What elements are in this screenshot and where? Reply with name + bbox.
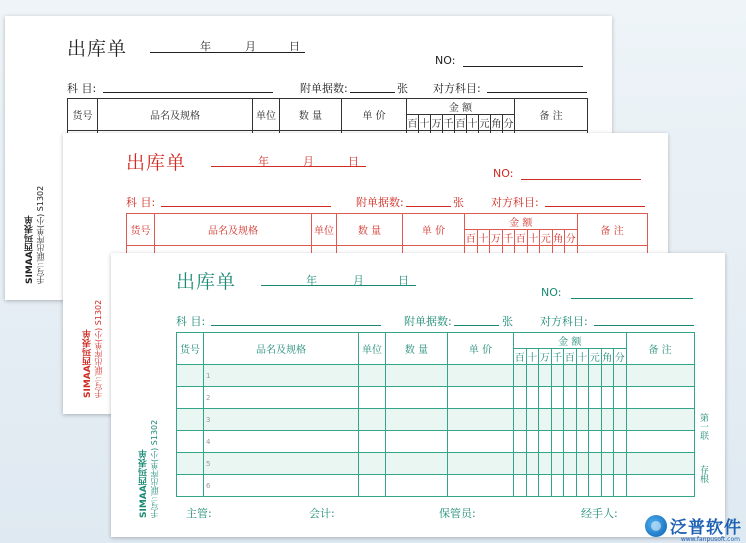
side-brand: SIMAA西玛表单: [25, 215, 35, 284]
attach-label: 附单据数:: [300, 82, 348, 95]
fanpu-logo-icon: [645, 515, 667, 537]
attach-unit: 张: [502, 315, 513, 328]
form-title: 出库单: [126, 152, 187, 174]
col-price: 单 价: [448, 333, 514, 365]
month-label: 月: [303, 155, 314, 168]
year-label: 年: [258, 155, 269, 168]
col-unit: 单位: [253, 99, 280, 131]
copy-label-stub: 存根: [698, 465, 708, 483]
table-row: 6: [177, 475, 695, 497]
side-brand: SIMAA西玛表单: [83, 329, 93, 398]
col-code: 货号: [177, 333, 204, 365]
col-name: 品名及规格: [204, 333, 359, 365]
table-row: 4: [177, 431, 695, 453]
side-desc: 手写三联出库单(小) S1302: [150, 419, 159, 518]
attach-label: 附单据数:: [356, 196, 404, 209]
subject-label: 科 目:: [126, 196, 156, 209]
col-price: 单 价: [342, 99, 407, 131]
watermark-url: www.fanpusoft.com: [680, 536, 740, 543]
amount-digits: 百 十 万 千 百 十 元 角 分: [127, 230, 648, 246]
no-label: NO:: [493, 167, 514, 180]
form-title: 出库单: [176, 271, 237, 293]
attach-unit: 张: [397, 82, 408, 95]
no-label: NO:: [435, 54, 456, 67]
side-desc: 手写三联出库单(小) S1302: [36, 185, 45, 284]
table-row: 2: [177, 387, 695, 409]
amount-digits: 百 十 万 千 百 十 元 角 分: [68, 115, 588, 131]
col-amount: 金 额: [465, 214, 578, 230]
side-brand: SIMAA西玛表单: [139, 449, 149, 518]
items-table: [176, 332, 695, 497]
day-label: 日: [348, 155, 359, 168]
col-amount: 金 额: [514, 333, 627, 349]
day-label: 日: [398, 274, 409, 287]
col-name: 品名及规格: [155, 214, 312, 246]
no-label: NO:: [541, 286, 562, 299]
copy-label: 第一联: [698, 413, 708, 440]
attach-label: 附单据数:: [404, 315, 452, 328]
watermark-logo: [645, 513, 742, 538]
footer-accountant: 会计:: [309, 507, 335, 520]
footer-supervisor: 主管:: [186, 507, 212, 520]
subject-label: 科 目:: [67, 82, 97, 95]
month-label: 月: [353, 274, 364, 287]
subject-label: 科 目:: [176, 315, 206, 328]
year-label: 年: [306, 274, 317, 287]
col-code: 货号: [68, 99, 98, 131]
table-row: 1: [177, 365, 695, 387]
footer-handler: 经手人:: [581, 507, 618, 520]
counter-label: 对方科目:: [433, 82, 481, 95]
attach-unit: 张: [453, 196, 464, 209]
col-remark: 备 注: [577, 214, 647, 246]
year-label: 年: [200, 40, 211, 53]
footer-keeper: 保管员:: [439, 507, 476, 520]
form-title: 出库单: [67, 38, 128, 60]
amount-digits: 百 十 万 千 百 十 元 角 分: [177, 349, 695, 365]
form-copy-green: [111, 253, 725, 537]
counter-label: 对方科目:: [491, 196, 539, 209]
col-amount: 金 额: [407, 99, 515, 115]
col-name: 品名及规格: [98, 99, 253, 131]
col-qty: 数 量: [386, 333, 448, 365]
col-unit: 单位: [312, 214, 337, 246]
day-label: 日: [289, 40, 300, 53]
side-desc: 手写三联出库单(小) S1302: [94, 299, 103, 398]
col-remark: 备 注: [626, 333, 694, 365]
col-qty: 数 量: [337, 214, 403, 246]
col-remark: 备 注: [515, 99, 588, 131]
col-unit: 单位: [359, 333, 386, 365]
table-row: 5: [177, 453, 695, 475]
col-code: 货号: [127, 214, 155, 246]
col-qty: 数 量: [280, 99, 342, 131]
table-row: 3: [177, 409, 695, 431]
counter-label: 对方科目:: [540, 315, 588, 328]
watermark-brand: 泛普软件: [670, 518, 742, 538]
col-price: 单 价: [403, 214, 465, 246]
month-label: 月: [245, 40, 256, 53]
